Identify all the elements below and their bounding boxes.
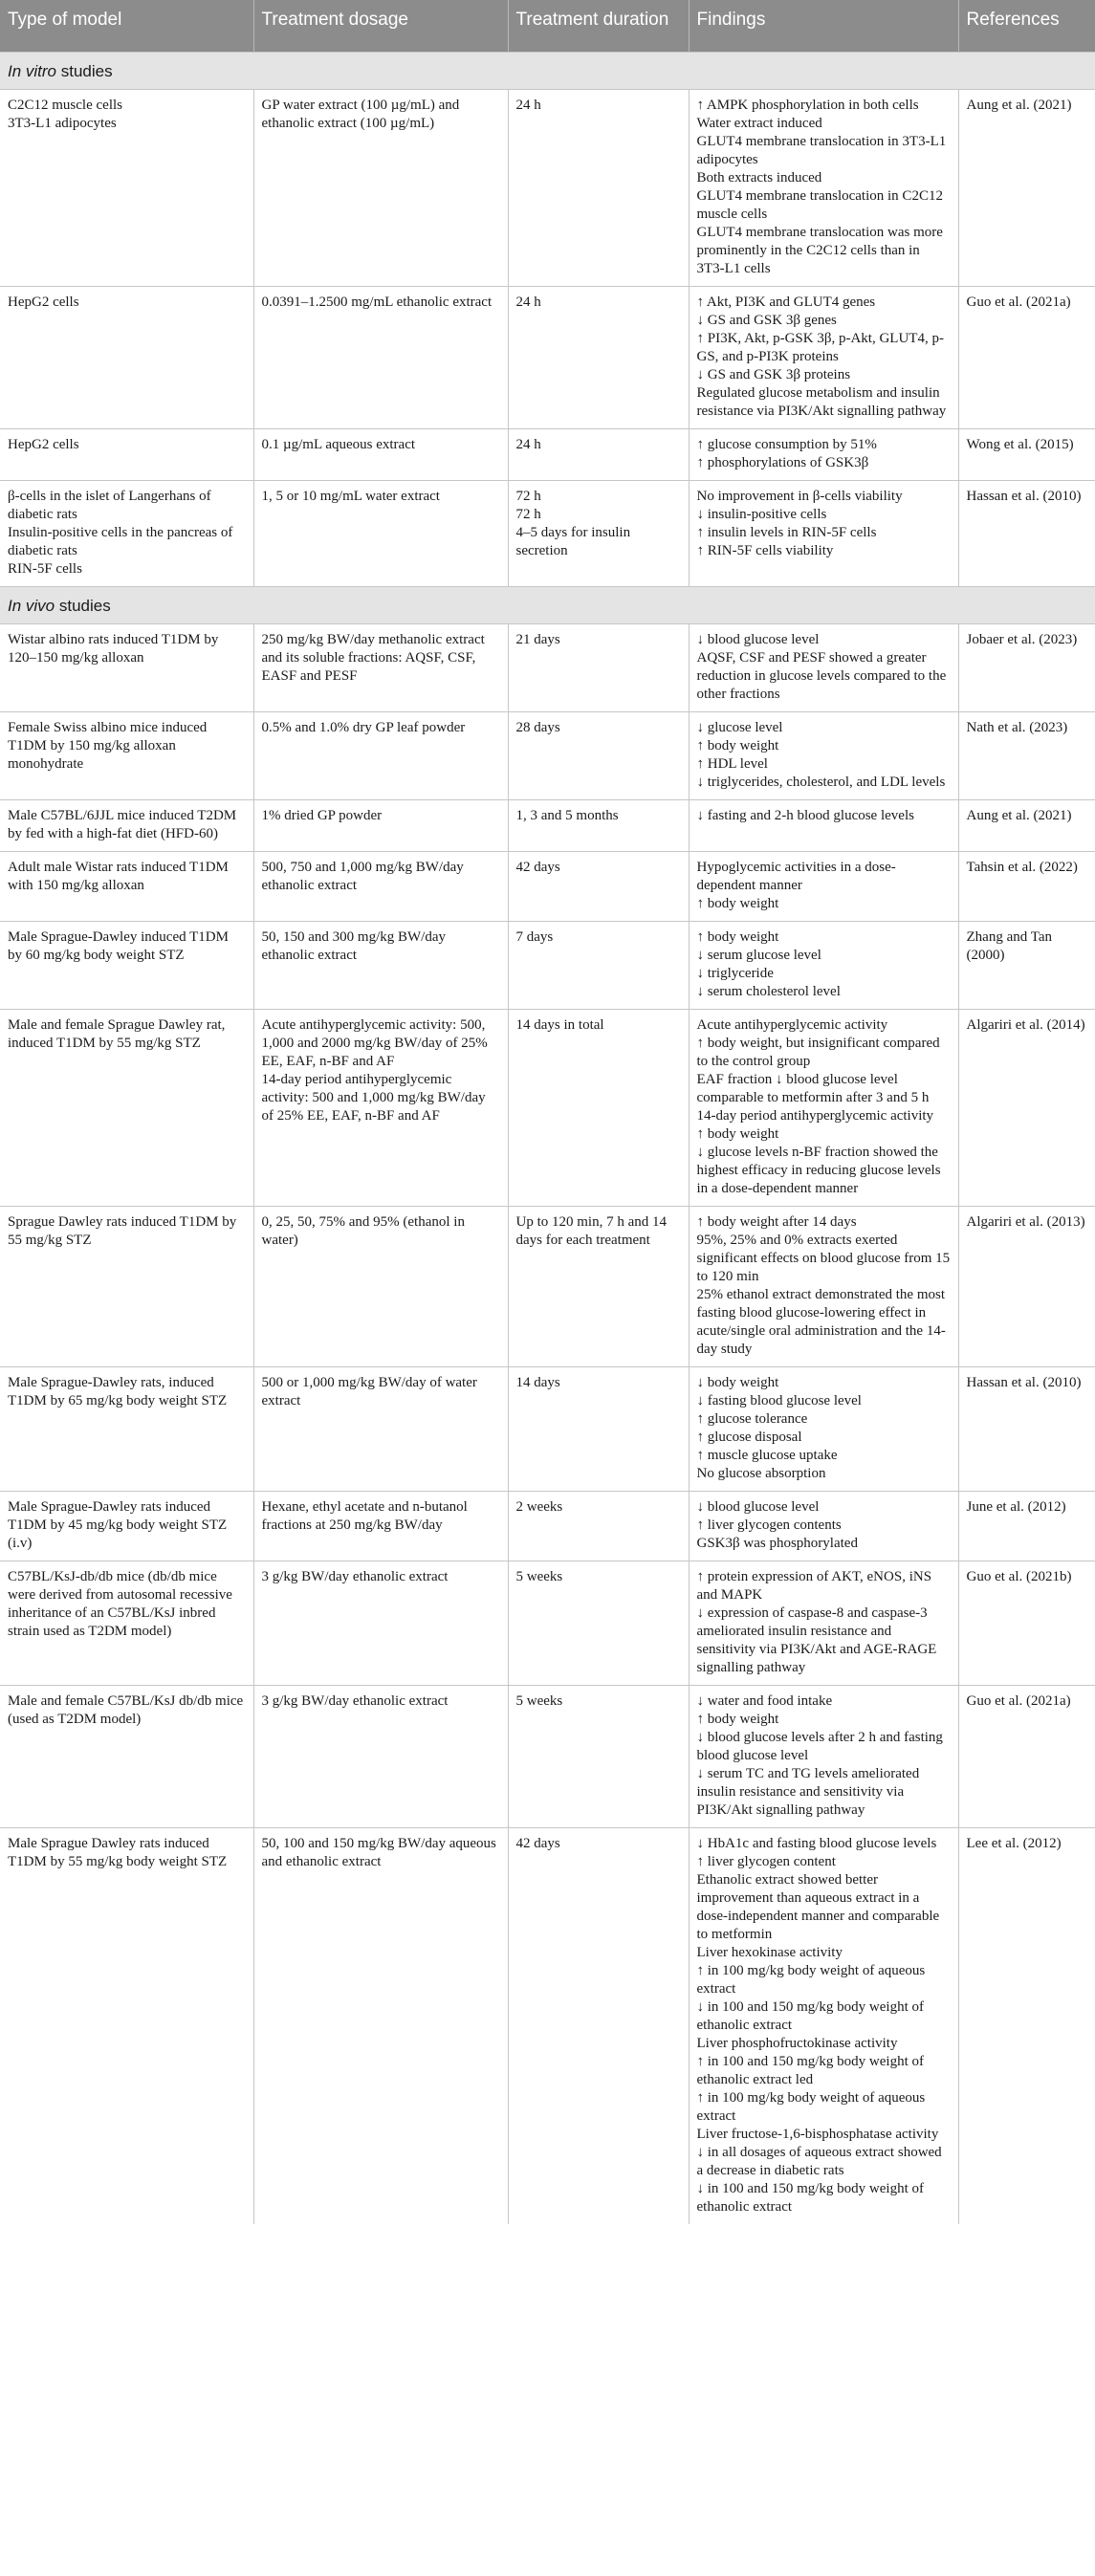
findings-cell xyxy=(689,711,958,799)
model-cell xyxy=(0,1491,253,1561)
findings-cell-line: Water extract induced xyxy=(696,115,822,131)
findings-cell xyxy=(689,428,958,480)
dosage-cell xyxy=(253,286,508,428)
findings-cell-line: GLUT4 membrane translocation was more prominently in the C2C12 cells than in 3T3-L1 cells xyxy=(696,224,943,276)
findings-cell-line: ↑ liver glycogen contents xyxy=(696,1517,842,1533)
model-cell xyxy=(0,1561,253,1685)
duration-cell-line: 21 days xyxy=(515,631,560,647)
findings-cell-line: ↓ blood glucose levels after 2 h and fasting blood glucose level xyxy=(696,1729,943,1763)
findings-cell-line: Liver fructose-1,6-bisphosphatase activity xyxy=(696,2126,939,2142)
dosage-cell xyxy=(253,851,508,921)
findings-cell xyxy=(689,799,958,851)
duration-cell xyxy=(508,711,689,799)
findings-cell-line: ↑ body weight xyxy=(696,1125,779,1142)
reference-cell: Algariri et al. (2014) xyxy=(958,1009,1095,1206)
reference-cell: Zhang and Tan (2000) xyxy=(958,921,1095,1009)
table-row xyxy=(0,89,1095,286)
findings-cell xyxy=(689,1009,958,1206)
findings-cell-line: ↓ serum TC and TG levels ameliorated insulin resistance and sensitivity via PI3K/Akt signalling pathway xyxy=(696,1765,920,1818)
findings-cell-line: ↓ expression of caspase-8 and caspase-3 ameliorated insulin resistance and sensitivity via PI3K/Akt and AGE-RAGE signalling pathway xyxy=(696,1605,937,1675)
header-treatment-dosage: Treatment dosage xyxy=(253,0,508,52)
model-cell-line: HepG2 cells xyxy=(8,436,79,452)
findings-cell-line: ↓ in all dosages of aqueous extract showed a decrease in diabetic rats xyxy=(696,2144,942,2178)
findings-cell-line: ↓ serum cholesterol level xyxy=(696,983,841,999)
findings-cell-line: ↓ in 100 and 150 mg/kg body weight of ethanolic extract xyxy=(696,2180,924,2215)
model-cell-line: Male Sprague Dawley rats induced T1DM by 55 mg/kg body weight STZ xyxy=(8,1835,228,1869)
table-header xyxy=(0,0,1095,52)
reference-cell: Jobaer et al. (2023) xyxy=(958,623,1095,711)
findings-cell-line: ↑ body weight xyxy=(696,1711,779,1727)
duration-cell-line: 24 h xyxy=(515,97,541,113)
dosage-cell xyxy=(253,623,508,711)
dosage-cell-line: 3 g/kg BW/day ethanolic extract xyxy=(261,1568,449,1584)
duration-cell xyxy=(508,1009,689,1206)
dosage-cell-line: Hexane, ethyl acetate and n-butanol fractions at 250 mg/kg BW/day xyxy=(261,1498,468,1533)
table-row xyxy=(0,480,1095,586)
duration-cell-line: 5 weeks xyxy=(515,1568,563,1584)
duration-cell xyxy=(508,286,689,428)
findings-cell xyxy=(689,921,958,1009)
dosage-cell xyxy=(253,1561,508,1685)
duration-cell-line: 1, 3 and 5 months xyxy=(515,807,619,823)
model-cell xyxy=(0,1685,253,1827)
header-findings: Findings xyxy=(689,0,958,52)
findings-cell-line: ↑ glucose tolerance xyxy=(696,1410,808,1427)
section-title xyxy=(0,52,1095,89)
findings-cell-line: ↑ in 100 and 150 mg/kg body weight of ethanolic extract led xyxy=(696,2053,924,2087)
duration-cell-line: 72 h xyxy=(515,488,541,504)
reference-cell: Hassan et al. (2010) xyxy=(958,1366,1095,1491)
reference-cell: Lee et al. (2012) xyxy=(958,1827,1095,2224)
table-row xyxy=(0,1206,1095,1366)
findings-cell-line: Both extracts induced xyxy=(696,169,822,186)
model-cell-line: Male and female Sprague Dawley rat, induced T1DM by 55 mg/kg STZ xyxy=(8,1016,226,1051)
model-cell-line: Male C57BL/6JJL mice induced T2DM by fed with a high-fat diet (HFD-60) xyxy=(8,807,237,841)
findings-cell-line: ↑ body weight after 14 days xyxy=(696,1213,857,1230)
reference-cell: Guo et al. (2021a) xyxy=(958,286,1095,428)
findings-cell xyxy=(689,1206,958,1366)
duration-cell-line: 14 days in total xyxy=(515,1016,604,1033)
reference-cell: Tahsin et al. (2022) xyxy=(958,851,1095,921)
model-cell xyxy=(0,1009,253,1206)
findings-cell-line: ↑ AMPK phosphorylation in both cells xyxy=(696,97,919,113)
dosage-cell xyxy=(253,711,508,799)
findings-cell-line: GLUT4 membrane translocation in 3T3-L1 adipocytes xyxy=(696,133,947,167)
model-cell-line: Female Swiss albino mice induced T1DM by 150 mg/kg alloxan monohydrate xyxy=(8,719,208,772)
model-cell-line: Sprague Dawley rats induced T1DM by 55 mg/kg STZ xyxy=(8,1213,237,1248)
model-cell xyxy=(0,428,253,480)
table-row xyxy=(0,711,1095,799)
findings-cell xyxy=(689,286,958,428)
duration-cell xyxy=(508,1366,689,1491)
model-cell xyxy=(0,799,253,851)
reference-cell: Algariri et al. (2013) xyxy=(958,1206,1095,1366)
findings-cell-line: ↑ phosphorylations of GSK3β xyxy=(696,454,869,470)
model-cell-line: C57BL/KsJ-db/db mice (db/db mice were derived from autosomal recessive inheritance of an C57BL/KsJ inbred strain used as T2DM model) xyxy=(8,1568,232,1639)
dosage-cell-line: 0.0391–1.2500 mg/mL ethanolic extract xyxy=(261,294,493,310)
findings-cell-line: GSK3β was phosphorylated xyxy=(696,1535,858,1551)
findings-cell-line: ↑ muscle glucose uptake xyxy=(696,1447,838,1463)
findings-cell xyxy=(689,1827,958,2224)
table-row xyxy=(0,623,1095,711)
duration-cell-line: 24 h xyxy=(515,294,541,310)
dosage-cell xyxy=(253,1366,508,1491)
dosage-cell xyxy=(253,1206,508,1366)
model-cell xyxy=(0,1206,253,1366)
duration-cell xyxy=(508,1827,689,2224)
reference-cell: Guo et al. (2021b) xyxy=(958,1561,1095,1685)
duration-cell-line: 14 days xyxy=(515,1374,560,1390)
section-title xyxy=(0,586,1095,623)
findings-cell-line: ↓ fasting blood glucose level xyxy=(696,1392,862,1408)
findings-cell-line: ↑ Akt, PI3K and GLUT4 genes xyxy=(696,294,876,310)
model-cell-line: Male Sprague-Dawley induced T1DM by 60 mg/kg body weight STZ xyxy=(8,928,229,963)
table-row xyxy=(0,1685,1095,1827)
findings-cell xyxy=(689,89,958,286)
findings-cell-line: ↓ glucose level xyxy=(696,719,783,735)
findings-cell-line: ↓ triglycerides, cholesterol, and LDL levels xyxy=(696,774,946,790)
findings-cell-line: ↑ glucose consumption by 51% xyxy=(696,436,877,452)
header-references: References xyxy=(958,0,1095,52)
table-row xyxy=(0,1561,1095,1685)
duration-cell-line: 4–5 days for insulin secretion xyxy=(515,524,631,558)
model-cell-line: 3T3-L1 adipocytes xyxy=(8,115,117,131)
dosage-cell xyxy=(253,921,508,1009)
table-row xyxy=(0,428,1095,480)
header-row xyxy=(0,0,1095,52)
findings-cell-line: ↑ RIN-5F cells viability xyxy=(696,542,834,558)
dosage-cell-line: 1% dried GP powder xyxy=(261,807,383,823)
dosage-cell-line: 500 or 1,000 mg/kg BW/day of water extract xyxy=(261,1374,477,1408)
dosage-cell xyxy=(253,799,508,851)
duration-cell-line: 7 days xyxy=(515,928,554,945)
findings-cell-line: ↑ HDL level xyxy=(696,755,768,772)
dosage-cell-line: 3 g/kg BW/day ethanolic extract xyxy=(261,1692,449,1709)
findings-cell-line: ↓ GS and GSK 3β proteins xyxy=(696,366,851,382)
findings-cell xyxy=(689,1366,958,1491)
model-cell-line: HepG2 cells xyxy=(8,294,79,310)
model-cell-line: Adult male Wistar rats induced T1DM with 150 mg/kg alloxan xyxy=(8,859,229,893)
findings-cell-line: ↑ glucose disposal xyxy=(696,1429,802,1445)
findings-cell xyxy=(689,1561,958,1685)
dosage-cell-line: 14-day period antihyperglycemic activity: 500 and 1,000 mg/kg BW/day of 25% EE, EAF, n-BF and AF xyxy=(261,1071,486,1124)
table-row xyxy=(0,286,1095,428)
findings-cell-line: ↓ serum glucose level xyxy=(696,947,821,963)
findings-cell-line: ↓ body weight xyxy=(696,1374,779,1390)
findings-cell-line: 95%, 25% and 0% extracts exerted significant effects on blood glucose from 15 to 120 min xyxy=(696,1232,951,1284)
dosage-cell-line: 0, 25, 50, 75% and 95% (ethanol in water) xyxy=(261,1213,465,1248)
findings-cell xyxy=(689,851,958,921)
dosage-cell xyxy=(253,428,508,480)
section-title-emphasis: In vitro xyxy=(8,61,57,80)
model-cell xyxy=(0,921,253,1009)
dosage-cell-line: 250 mg/kg BW/day methanolic extract and its soluble fractions: AQSF, CSF, EASF and PESF xyxy=(261,631,485,684)
model-cell-line: C2C12 muscle cells xyxy=(8,97,122,113)
duration-cell-line: 24 h xyxy=(515,436,541,452)
duration-cell xyxy=(508,623,689,711)
findings-cell xyxy=(689,623,958,711)
findings-cell xyxy=(689,1685,958,1827)
findings-cell-line: ↓ blood glucose level xyxy=(696,1498,820,1515)
model-cell-line: Male Sprague-Dawley rats induced T1DM by 45 mg/kg body weight STZ (i.v) xyxy=(8,1498,228,1551)
model-cell-line: Male Sprague-Dawley rats, induced T1DM by 65 mg/kg body weight STZ xyxy=(8,1374,228,1408)
table-row xyxy=(0,1491,1095,1561)
dosage-cell-line: 50, 150 and 300 mg/kg BW/day ethanolic extract xyxy=(261,928,446,963)
duration-cell-line: 2 weeks xyxy=(515,1498,563,1515)
model-cell-line: Male and female C57BL/KsJ db/db mice (used as T2DM model) xyxy=(8,1692,244,1727)
duration-cell xyxy=(508,921,689,1009)
findings-cell-line: No improvement in β-cells viability xyxy=(696,488,903,504)
findings-cell-line: 14-day period antihyperglycemic activity xyxy=(696,1107,934,1124)
findings-cell-line: Ethanolic extract showed better improvement than aqueous extract in a dose-independent manner and comparable to metformin xyxy=(696,1871,940,1942)
section-title-rest: studies xyxy=(56,61,113,80)
table-row xyxy=(0,851,1095,921)
findings-cell-line: Regulated glucose metabolism and insulin resistance via PI3K/Akt signalling pathway xyxy=(696,384,947,419)
table-row xyxy=(0,1827,1095,2224)
findings-cell-line: No glucose absorption xyxy=(696,1465,826,1481)
model-cell xyxy=(0,480,253,586)
findings-cell-line: ↑ PI3K, Akt, p-GSK 3β, p-Akt, GLUT4, p-GS, and p-PI3K proteins xyxy=(696,330,944,364)
reference-cell: Wong et al. (2015) xyxy=(958,428,1095,480)
duration-cell xyxy=(508,799,689,851)
section-title-emphasis: In vivo xyxy=(8,596,55,615)
reference-cell: Guo et al. (2021a) xyxy=(958,1685,1095,1827)
header-treatment-duration: Treatment duration xyxy=(508,0,689,52)
dosage-cell-line: 0.5% and 1.0% dry GP leaf powder xyxy=(261,719,466,735)
duration-cell xyxy=(508,851,689,921)
model-cell xyxy=(0,89,253,286)
table-row xyxy=(0,921,1095,1009)
findings-cell-line: ↑ insulin levels in RIN-5F cells xyxy=(696,524,877,540)
findings-cell-line: ↓ insulin-positive cells xyxy=(696,506,827,522)
model-cell xyxy=(0,286,253,428)
findings-cell-line: ↓ HbA1c and fasting blood glucose levels xyxy=(696,1835,937,1851)
duration-cell xyxy=(508,1206,689,1366)
findings-cell-line: Acute antihyperglycemic activity xyxy=(696,1016,888,1033)
findings-cell-line: Liver hexokinase activity xyxy=(696,1944,843,1960)
dosage-cell-line: 1, 5 or 10 mg/mL water extract xyxy=(261,488,440,504)
duration-cell-line: Up to 120 min, 7 h and 14 days for each treatment xyxy=(515,1213,667,1248)
findings-cell-line: GLUT4 membrane translocation in C2C12 muscle cells xyxy=(696,187,943,222)
duration-cell xyxy=(508,1561,689,1685)
findings-cell-line: ↑ protein expression of AKT, eNOS, iNS and MAPK xyxy=(696,1568,932,1603)
header-type-of-model: Type of model xyxy=(0,0,253,52)
table-body xyxy=(0,52,1095,2224)
dosage-cell xyxy=(253,1009,508,1206)
model-cell xyxy=(0,1366,253,1491)
dosage-cell-line: Acute antihyperglycemic activity: 500, 1,000 and 2000 mg/kg BW/day of 25% EE, EAF, n-BF and AF xyxy=(261,1016,488,1069)
findings-cell-line: ↑ body weight, but insignificant compared to the control group xyxy=(696,1035,940,1069)
findings-cell-line: ↓ GS and GSK 3β genes xyxy=(696,312,837,328)
table-row xyxy=(0,1009,1095,1206)
dosage-cell xyxy=(253,1827,508,2224)
duration-cell xyxy=(508,89,689,286)
duration-cell-line: 42 days xyxy=(515,1835,560,1851)
findings-cell-line: ↑ in 100 mg/kg body weight of aqueous extract xyxy=(696,1962,926,1997)
findings-cell-line: ↓ in 100 and 150 mg/kg body weight of ethanolic extract xyxy=(696,1998,924,2033)
findings-cell xyxy=(689,1491,958,1561)
section-row xyxy=(0,586,1095,623)
findings-cell-line: ↑ body weight xyxy=(696,895,779,911)
dosage-cell-line: 50, 100 and 150 mg/kg BW/day aqueous and ethanolic extract xyxy=(261,1835,496,1869)
section-title-rest: studies xyxy=(55,596,111,615)
dosage-cell-line: GP water extract (100 µg/mL) and ethanolic extract (100 µg/mL) xyxy=(261,97,460,131)
reference-cell: Aung et al. (2021) xyxy=(958,89,1095,286)
dosage-cell xyxy=(253,1491,508,1561)
duration-cell xyxy=(508,480,689,586)
findings-cell-line: 25% ethanol extract demonstrated the most fasting blood glucose-lowering effect in acute/single oral administration and the 14-day study xyxy=(696,1286,946,1357)
findings-cell-line: ↓ water and food intake xyxy=(696,1692,833,1709)
model-cell-line: β-cells in the islet of Langerhans of diabetic rats xyxy=(8,488,211,522)
duration-cell xyxy=(508,1491,689,1561)
model-cell xyxy=(0,851,253,921)
model-cell-line: RIN-5F cells xyxy=(8,560,82,577)
findings-cell-line: AQSF, CSF and PESF showed a greater reduction in glucose levels compared to the other fractions xyxy=(696,649,947,702)
findings-cell-line: ↓ blood glucose level xyxy=(696,631,820,647)
model-cell xyxy=(0,1827,253,2224)
dosage-cell xyxy=(253,1685,508,1827)
duration-cell-line: 42 days xyxy=(515,859,560,875)
findings-cell-line: Liver phosphofructokinase activity xyxy=(696,2035,898,2051)
findings-cell-line: EAF fraction ↓ blood glucose level comparable to metformin after 3 and 5 h xyxy=(696,1071,930,1105)
reference-cell: June et al. (2012) xyxy=(958,1491,1095,1561)
findings-cell-line: ↑ body weight xyxy=(696,928,779,945)
model-cell-line: Wistar albino rats induced T1DM by 120–150 mg/kg alloxan xyxy=(8,631,219,666)
findings-cell-line: ↓ fasting and 2-h blood glucose levels xyxy=(696,807,914,823)
findings-cell-line: ↑ body weight xyxy=(696,737,779,753)
model-cell xyxy=(0,711,253,799)
duration-cell-line: 28 days xyxy=(515,719,560,735)
findings-cell-line: ↑ in 100 mg/kg body weight of aqueous extract xyxy=(696,2089,926,2124)
dosage-cell-line: 500, 750 and 1,000 mg/kg BW/day ethanolic extract xyxy=(261,859,464,893)
duration-cell xyxy=(508,428,689,480)
dosage-cell-line: 0.1 µg/mL aqueous extract xyxy=(261,436,416,452)
duration-cell-line: 5 weeks xyxy=(515,1692,563,1709)
table-row xyxy=(0,1366,1095,1491)
findings-cell-line: Hypoglycemic activities in a dose-dependent manner xyxy=(696,859,896,893)
table-row xyxy=(0,799,1095,851)
findings-cell-line: ↓ triglyceride xyxy=(696,965,774,981)
findings-cell-line: ↓ glucose levels n-BF fraction showed the highest efficacy in reducing glucose levels in a dose-dependent manner xyxy=(696,1144,941,1196)
reference-cell: Nath et al. (2023) xyxy=(958,711,1095,799)
reference-cell: Hassan et al. (2010) xyxy=(958,480,1095,586)
findings-cell-line: ↑ liver glycogen content xyxy=(696,1853,836,1869)
model-cell-line: Insulin-positive cells in the pancreas of diabetic rats xyxy=(8,524,233,558)
section-row xyxy=(0,52,1095,89)
model-cell xyxy=(0,623,253,711)
duration-cell-line: 72 h xyxy=(515,506,541,522)
findings-cell xyxy=(689,480,958,586)
dosage-cell xyxy=(253,480,508,586)
dosage-cell xyxy=(253,89,508,286)
reference-cell: Aung et al. (2021) xyxy=(958,799,1095,851)
duration-cell xyxy=(508,1685,689,1827)
